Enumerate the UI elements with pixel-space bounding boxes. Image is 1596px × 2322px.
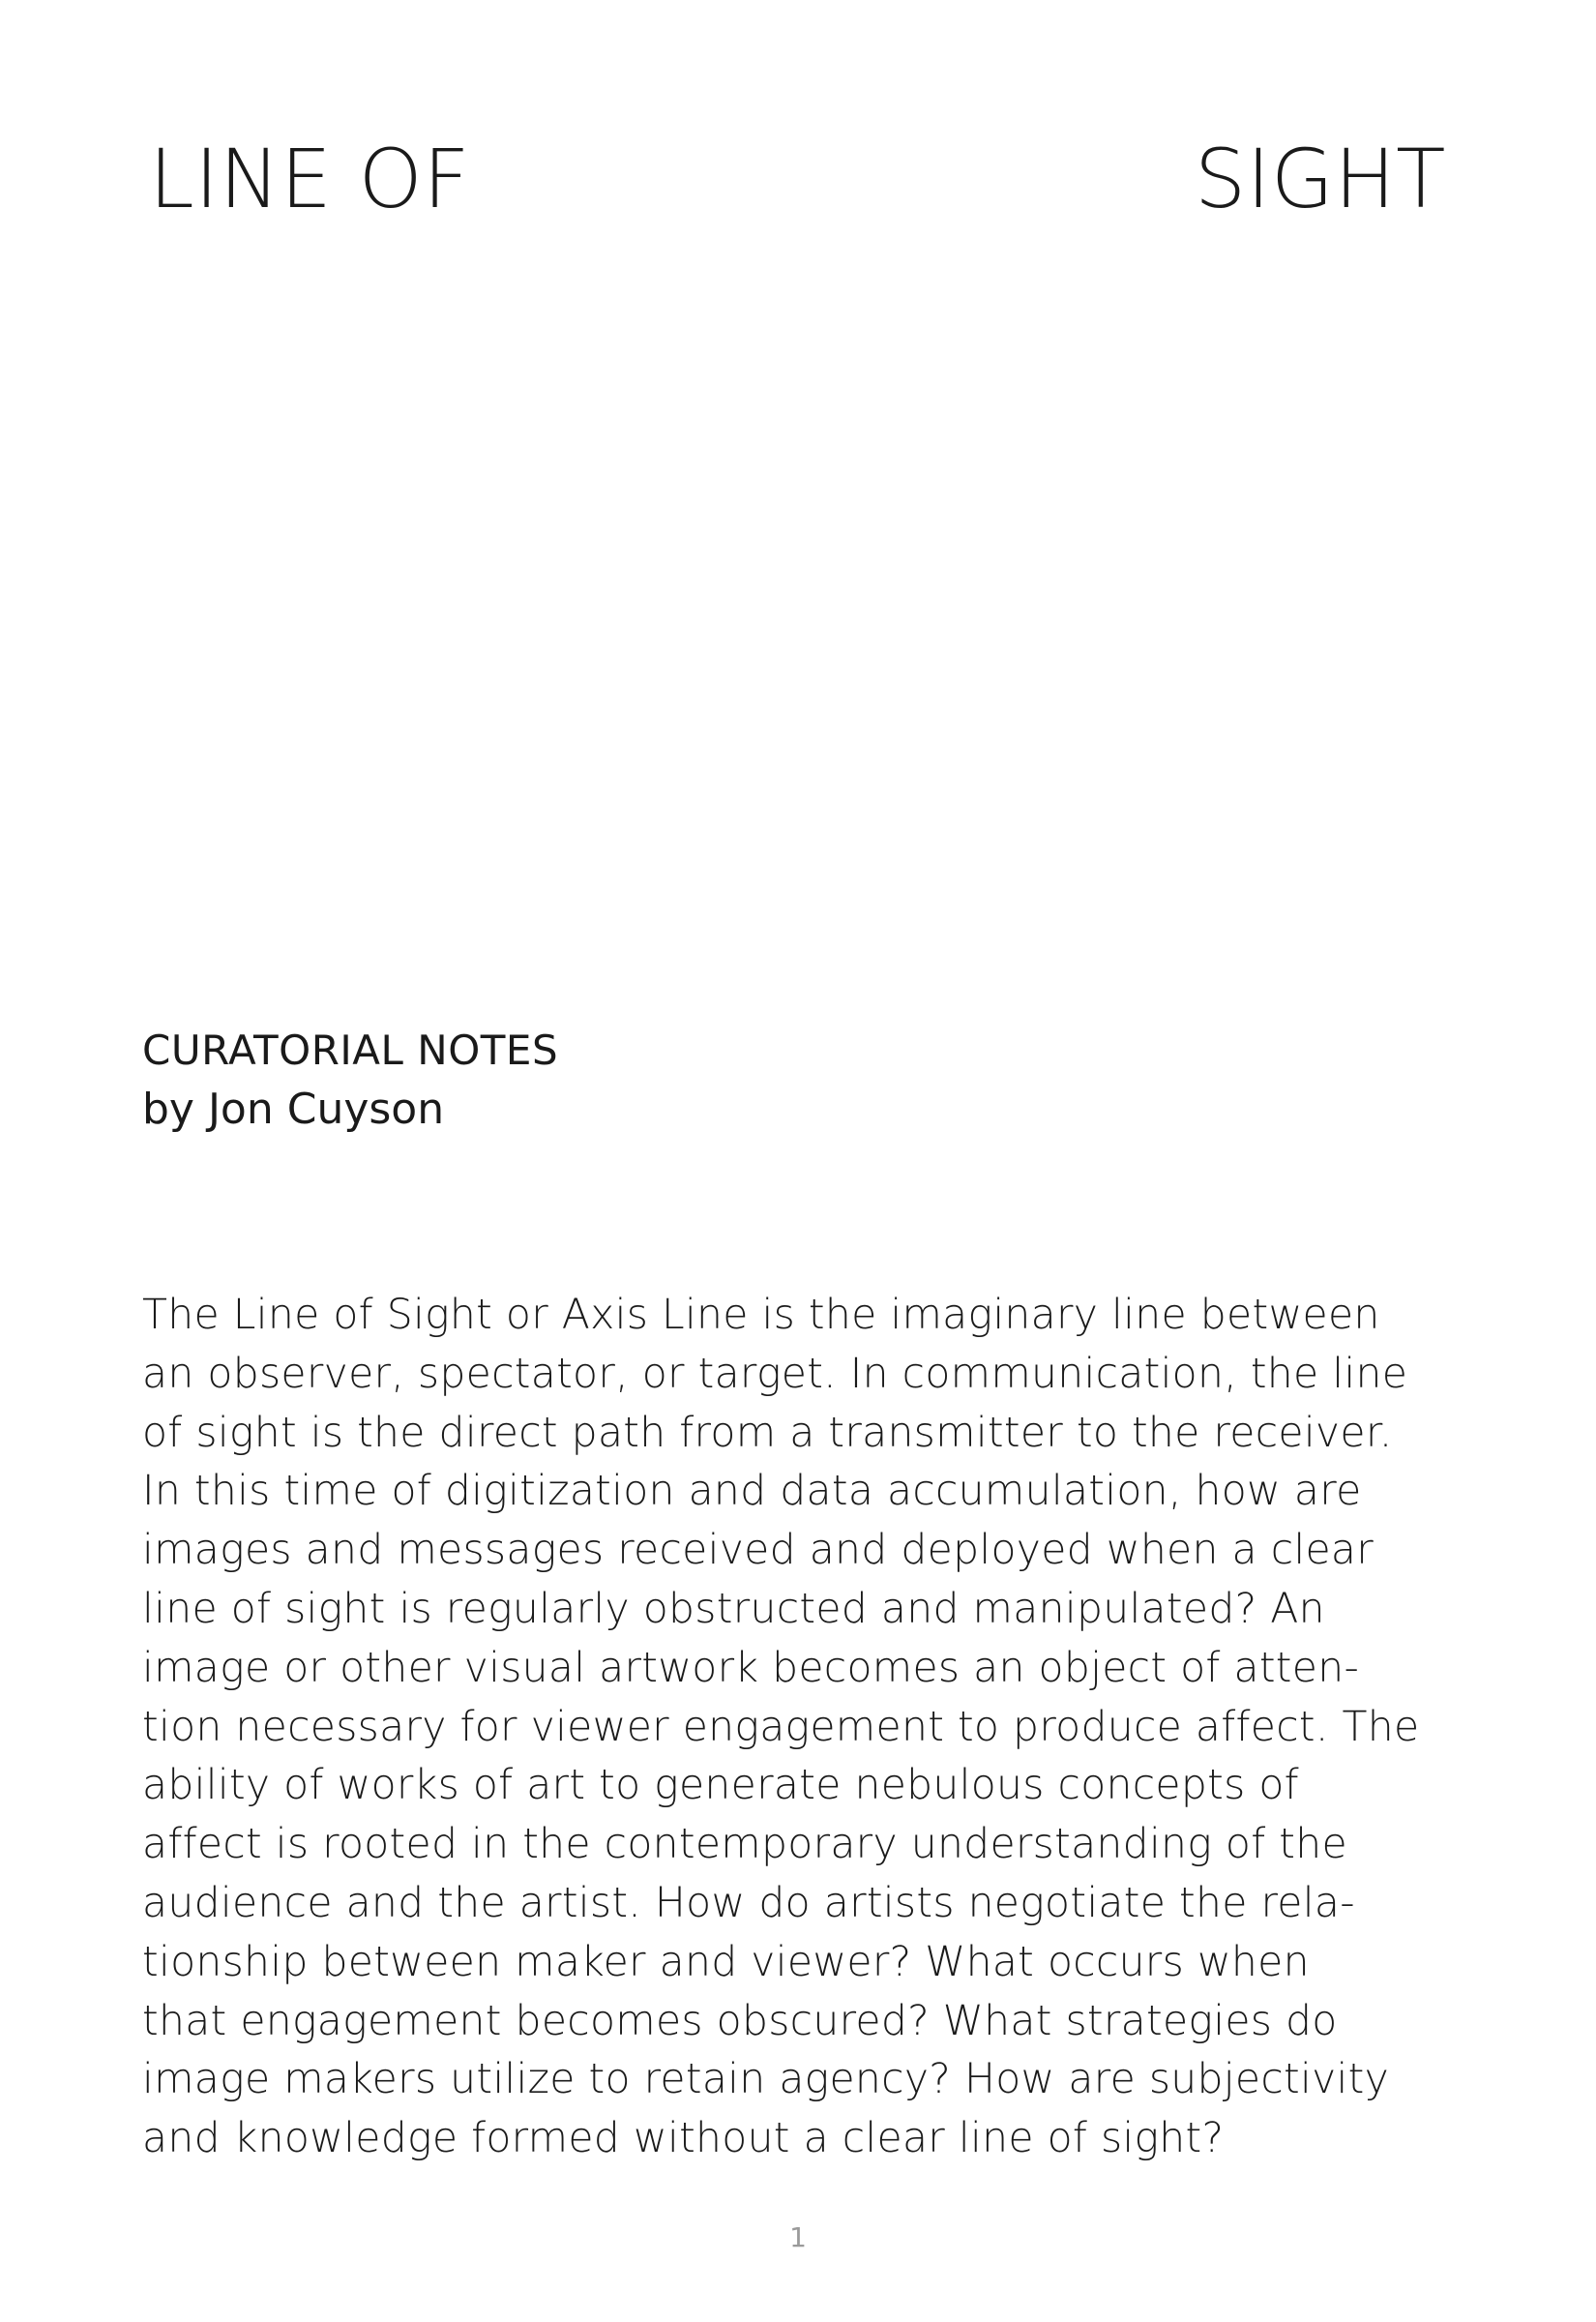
body-line: ability of works of art to generate nebulous concepts of [142, 1762, 1299, 1810]
body-line: affect is rooted in the contemporary understanding of the [142, 1821, 1347, 1869]
author-byline: by Jon Cuyson [142, 1085, 445, 1134]
body-line: In this time of digitization and data accumulation, how are [142, 1468, 1362, 1516]
body-line: tionship between maker and viewer? What occurs when [142, 1938, 1310, 1986]
body-line: images and messages received and deployed when a clear [142, 1527, 1374, 1575]
page-number: 1 [789, 2221, 807, 2253]
body-line: and knowledge formed without a clear line of sight? [142, 2115, 1225, 2163]
body-line: image or other visual artwork becomes an object of atten- [142, 1644, 1360, 1692]
body-line: tion necessary for viewer engagement to produce affect. The [142, 1703, 1420, 1751]
title-left: LINE OF [149, 132, 471, 226]
body-line: line of sight is regularly obstructed and manipulated? An [142, 1585, 1325, 1633]
body-paragraph [142, 1287, 1458, 2169]
section-heading: CURATORIAL NOTES [142, 1027, 559, 1074]
body-line: audience and the artist. How do artists negotiate the rela- [142, 1879, 1355, 1927]
body-line: The Line of Sight or Axis Line is the imaginary line between [142, 1292, 1380, 1339]
body-line: an observer, spectator, or target. In communication, the line [142, 1350, 1408, 1398]
body-line: image makers utilize to retain agency? How are subjectivity [142, 2056, 1390, 2104]
title-right: SIGHT [1194, 132, 1446, 226]
body-line: that engagement becomes obscured? What strategies do [142, 1997, 1338, 2045]
body-line: of sight is the direct path from a transmitter to the receiver. [142, 1409, 1393, 1457]
